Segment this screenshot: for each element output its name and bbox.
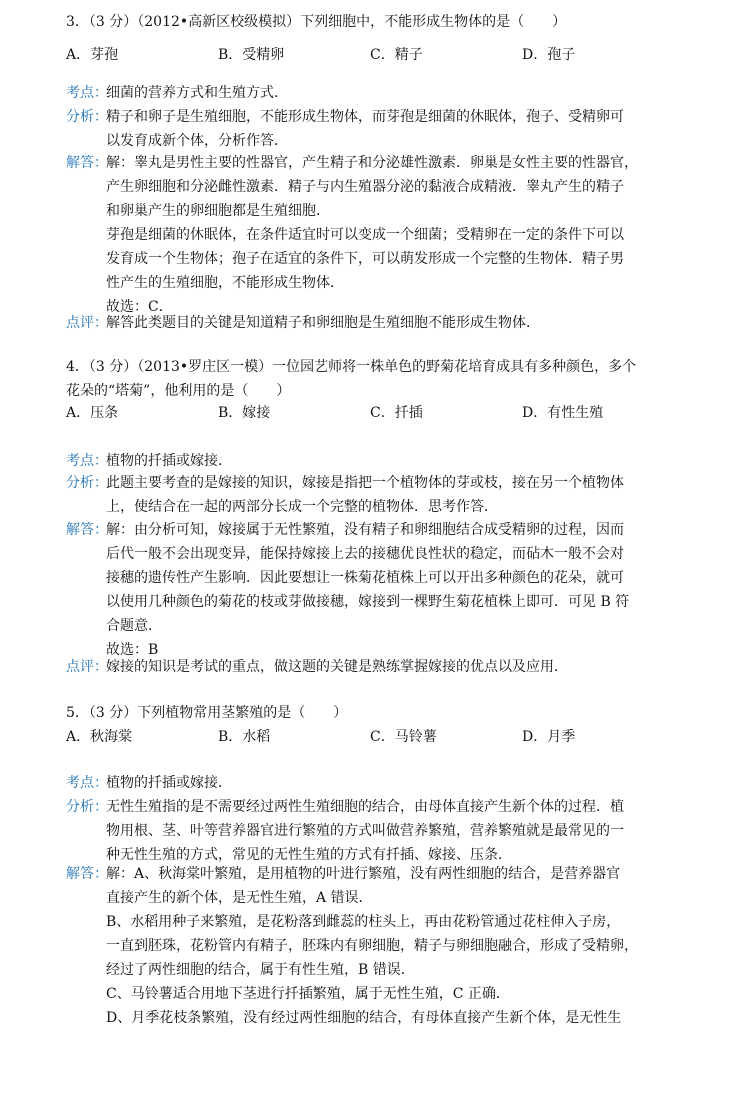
section-label: 考点： bbox=[66, 85, 108, 101]
section-text-line: 一直到胚珠，花粉管内有精子，胚珠内有卵细胞，精子与卵细胞融合，形成了受精卵， bbox=[106, 938, 638, 954]
section-text-line: 直接产生的新个体，是无性生殖，A 错误． bbox=[106, 890, 373, 906]
answer-option: B．嫁接 bbox=[218, 405, 271, 421]
section-label: 考点： bbox=[66, 453, 108, 469]
answer-option: B．受精卵 bbox=[218, 47, 285, 63]
section-text-line: 物用根、茎、叶等营养器官进行繁殖的方式叫做营养繁殖，营养繁殖就是最常见的一 bbox=[106, 823, 624, 839]
question-stem: 5．（3 分）下列植物常用茎繁殖的是（ ） bbox=[66, 705, 348, 721]
answer-option: D．有性生殖 bbox=[522, 405, 604, 421]
section-label: 分析： bbox=[66, 109, 108, 125]
section-text-line: 以发育成新个体，分析作答． bbox=[106, 133, 288, 149]
answer-option: D．月季 bbox=[522, 729, 576, 745]
section-text-line: C、马铃薯适合用地下茎进行扦插繁殖，属于无性生殖，C 正确． bbox=[106, 986, 510, 1002]
section-label: 分析： bbox=[66, 799, 108, 815]
section-text-line: 种无性生殖的方式，常见的无性生殖的方式有扦插、嫁接、压条． bbox=[106, 847, 512, 863]
section-text-line: 嫁接的知识是考试的重点，做这题的关键是熟练掌握嫁接的优点以及应用． bbox=[106, 659, 568, 675]
section-label: 解答： bbox=[66, 866, 108, 882]
section-text-line: 芽孢是细菌的休眠体，在条件适宜时可以变成一个细菌；受精卵在一定的条件下可以 bbox=[106, 227, 624, 243]
section-text-line: 故选：B bbox=[106, 642, 159, 658]
section-text-line: D、月季花枝条繁殖，没有经过两性细胞的结合，有母体直接产生新个体，是无性生 bbox=[106, 1010, 622, 1026]
section-text-line: 解：由分析可知，嫁接属于无性繁殖，没有精子和卵细胞结合成受精卵的过程，因而 bbox=[106, 522, 624, 538]
question-stem: 花朵的“塔菊”，他利用的是（ ） bbox=[66, 383, 291, 399]
section-text-line: 植物的扦插或嫁接． bbox=[106, 453, 232, 469]
section-text-line: 以使用几种颜色的菊花的枝或芽做接穗，嫁接到一棵野生菊花植株上即可．可见 B 符 bbox=[106, 594, 630, 610]
section-text-line: 细菌的营养方式和生殖方式． bbox=[106, 85, 288, 101]
section-label: 解答： bbox=[66, 155, 108, 171]
section-text-line: 上，使结合在一起的两部分长成一个完整的植物体．思考作答． bbox=[106, 499, 498, 515]
answer-option: C．精子 bbox=[370, 47, 423, 63]
answer-option: D．孢子 bbox=[522, 47, 576, 63]
section-text-line: B、水稻用种子来繁殖，是花粉落到雌蕊的柱头上，再由花粉管通过花柱伸入子房， bbox=[106, 914, 621, 930]
section-text-line: 此题主要考查的是嫁接的知识，嫁接是指把一个植物体的芽或枝，接在另一个植物体 bbox=[106, 475, 624, 491]
section-text-line: 解：睾丸是男性主要的性器官，产生精子和分泌雄性激素．卵巢是女性主要的性器官， bbox=[106, 155, 638, 171]
section-text-line: 后代一般不会出现变异，能保持嫁接上去的接穗优良性状的稳定，而砧木一般不会对 bbox=[106, 546, 624, 562]
answer-option: C．扦插 bbox=[370, 405, 423, 421]
section-label: 点评： bbox=[66, 315, 108, 331]
section-text-line: 精子和卵子是生殖细胞，不能形成生物体，而芽孢是细菌的休眠体，孢子、受精卵可 bbox=[106, 109, 624, 125]
answer-option: A．秋海棠 bbox=[66, 729, 133, 745]
section-label: 解答： bbox=[66, 522, 108, 538]
answer-option: A．芽孢 bbox=[66, 47, 119, 63]
section-label: 点评： bbox=[66, 659, 108, 675]
section-text-line: 解答此类题目的关键是知道精子和卵细胞是生殖细胞不能形成生物体． bbox=[106, 315, 540, 331]
answer-option: A．压条 bbox=[66, 405, 119, 421]
section-text-line: 发育成一个生物体；孢子在适宜的条件下，可以萌发形成一个完整的生物体．精子男 bbox=[106, 251, 624, 267]
section-text-line: 合题意． bbox=[106, 618, 162, 634]
section-text-line: 经过了两性细胞的结合，属于有性生殖，B 错误． bbox=[106, 962, 415, 978]
section-text-line: 性产生的生殖细胞，不能形成生物体． bbox=[106, 275, 344, 291]
question-stem: 4．（3 分）（2013•罗庄区一模）一位园艺师将一株单色的野菊花培育成具有多种颜色，多个 bbox=[66, 359, 637, 375]
section-text-line: 植物的扦插或嫁接． bbox=[106, 775, 232, 791]
section-text-line: 解：A、秋海棠叶繁殖，是用植物的叶进行繁殖，没有两性细胞的结合，是营养器官 bbox=[106, 866, 621, 882]
section-text-line: 产生卵细胞和分泌雌性激素．精子与内生殖器分泌的黏液合成精液．睾丸产生的精子 bbox=[106, 179, 624, 195]
section-text-line: 无性生殖指的是不需要经过两性生殖细胞的结合，由母体直接产生新个体的过程．植 bbox=[106, 799, 624, 815]
section-label: 分析： bbox=[66, 475, 108, 491]
section-label: 考点： bbox=[66, 775, 108, 791]
section-text-line: 和卵巢产生的卵细胞都是生殖细胞． bbox=[106, 203, 330, 219]
answer-option: B．水稻 bbox=[218, 729, 271, 745]
section-text-line: 故选：C． bbox=[106, 299, 173, 315]
section-text-line: 接穗的遗传性产生影响．因此要想让一株菊花植株上可以开出多种颜色的花朵，就可 bbox=[106, 570, 624, 586]
question-stem: 3．（3 分）（2012•高新区校级模拟）下列细胞中，不能形成生物体的是（ ） bbox=[66, 14, 567, 30]
answer-option: C．马铃薯 bbox=[370, 729, 437, 745]
